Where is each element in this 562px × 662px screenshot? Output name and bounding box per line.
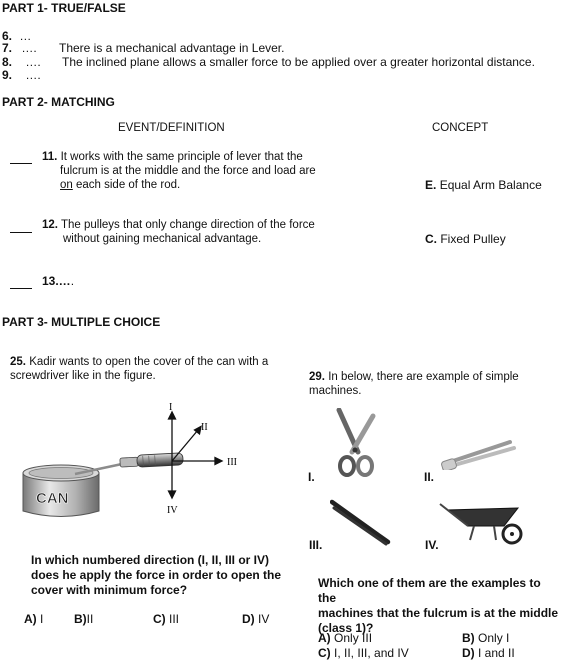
q29-question-line: (class 1)? bbox=[318, 621, 374, 635]
q29-question-line: machines that the fulcrum is at the middle bbox=[318, 606, 559, 620]
q11-underlined: on bbox=[60, 179, 73, 191]
option-letter: A) bbox=[24, 612, 37, 626]
q11-line3: each side of the rod. bbox=[72, 179, 181, 191]
can-label: CAN bbox=[36, 490, 69, 507]
q25-number: 25. bbox=[10, 356, 26, 368]
item-number: 8. bbox=[2, 55, 13, 69]
item-dots: …. bbox=[25, 55, 41, 69]
concept-letter: C. bbox=[425, 232, 437, 246]
q29-option-d[interactable] bbox=[462, 646, 515, 660]
q13-number: 13.… bbox=[42, 274, 71, 288]
q25-line2: screwdriver like in the figure. bbox=[10, 370, 156, 382]
q25-option-a[interactable] bbox=[24, 612, 43, 626]
label-I: I bbox=[169, 402, 173, 413]
q25-option-c[interactable] bbox=[153, 612, 179, 626]
concept-text: Equal Arm Balance bbox=[439, 178, 542, 192]
concept-letter: E. bbox=[425, 178, 437, 192]
option-text: I bbox=[40, 612, 44, 626]
q12-line1: The pulleys that only change direction of the force bbox=[61, 219, 315, 231]
q25-line1: Kadir wants to open the cover of the can with a bbox=[29, 356, 269, 368]
q29-option-a[interactable] bbox=[318, 631, 372, 645]
item-dots: … bbox=[19, 29, 32, 43]
q29-option-c[interactable] bbox=[318, 646, 409, 660]
tongs-icon bbox=[440, 436, 518, 470]
option-text: Only I bbox=[478, 631, 510, 645]
tweezers-icon bbox=[330, 498, 392, 548]
q29-line2: machines. bbox=[309, 385, 362, 397]
q25-option-d[interactable] bbox=[242, 612, 269, 626]
q12-text bbox=[42, 218, 315, 246]
q12-number: 12. bbox=[42, 219, 58, 231]
part2-heading: PART 2- MATCHING bbox=[2, 95, 115, 109]
part3-heading: PART 3- MULTIPLE CHOICE bbox=[2, 315, 161, 329]
option-text: II bbox=[86, 612, 94, 626]
tf-item-8 bbox=[2, 55, 535, 69]
option-letter: C) bbox=[153, 612, 166, 626]
concept-text: Fixed Pulley bbox=[440, 232, 506, 246]
q29-number: 29. bbox=[309, 371, 325, 383]
q25-option-b[interactable] bbox=[74, 612, 93, 626]
concept-c bbox=[425, 232, 506, 246]
q12-line2: without gaining mechanical advantage. bbox=[63, 233, 262, 245]
item-number: 9. bbox=[2, 68, 13, 82]
item-text: There is a mechanical advantage in Lever. bbox=[59, 41, 285, 55]
wheelbarrow-icon bbox=[438, 496, 524, 548]
item-text: The inclined plane allows a smaller force to be applied over a greater horizontal distance. bbox=[62, 55, 535, 69]
concept-e bbox=[425, 178, 542, 192]
q29-question-line: Which one of them are the examples to the bbox=[318, 576, 541, 605]
label-II: II bbox=[201, 422, 208, 433]
q29-line1: In below, there are example of simple bbox=[328, 371, 519, 383]
option-text: III bbox=[169, 612, 180, 626]
can-screwdriver-figure bbox=[20, 398, 260, 523]
q25-stem bbox=[10, 355, 295, 383]
arrow-diag-II bbox=[172, 430, 198, 461]
q25-question bbox=[31, 553, 281, 598]
q29-question bbox=[318, 576, 562, 636]
q29-option-b[interactable] bbox=[462, 631, 509, 645]
item-number: 7. bbox=[2, 41, 13, 55]
option-letter: B) bbox=[462, 631, 475, 645]
img-label-I: I. bbox=[308, 470, 315, 484]
img-label-IV: IV. bbox=[425, 538, 439, 552]
q13-tail: . bbox=[70, 274, 75, 288]
answer-blank-13[interactable] bbox=[10, 278, 32, 292]
option-text: IV bbox=[258, 612, 270, 626]
option-text: I, II, III, and IV bbox=[334, 646, 409, 660]
q11-number: 11. bbox=[42, 151, 58, 163]
option-letter: D) bbox=[242, 612, 255, 626]
q11-line1: It works with the same principle of lever that the bbox=[60, 151, 303, 163]
q25-question-line: cover with minimum force? bbox=[31, 583, 188, 597]
q29-stem bbox=[309, 370, 554, 398]
q25-question-line: does he apply the force in order to open the bbox=[31, 568, 282, 582]
item-dots: …. bbox=[25, 68, 41, 82]
option-text: I and II bbox=[478, 646, 515, 660]
label-III: III bbox=[227, 457, 237, 468]
img-label-III: III. bbox=[309, 538, 323, 552]
option-text: Only III bbox=[334, 631, 373, 645]
answer-blank-11[interactable] bbox=[10, 153, 32, 167]
q13-text bbox=[42, 274, 74, 288]
q11-text bbox=[42, 150, 316, 192]
q11-line2: fulcrum is at the middle and the force and load are bbox=[60, 165, 316, 177]
item-dots: …. bbox=[21, 41, 37, 55]
scissors-icon bbox=[325, 408, 385, 478]
img-label-II: II. bbox=[424, 470, 435, 484]
tf-item-9 bbox=[2, 68, 41, 82]
option-letter: C) bbox=[318, 646, 331, 660]
answer-blank-12[interactable] bbox=[10, 222, 32, 236]
label-IV: IV bbox=[167, 505, 178, 516]
option-letter: D) bbox=[462, 646, 475, 660]
option-letter: A) bbox=[318, 631, 331, 645]
tf-item-7 bbox=[2, 41, 285, 55]
col-concept-header: CONCEPT bbox=[432, 122, 489, 134]
col-event-header: EVENT/DEFINITION bbox=[118, 122, 225, 134]
option-letter: B) bbox=[74, 612, 87, 626]
q25-question-line: In which numbered direction (I, II, III or IV) bbox=[31, 553, 270, 567]
part1-heading: PART 1- TRUE/FALSE bbox=[2, 1, 126, 15]
item-number: 6. bbox=[2, 29, 13, 43]
